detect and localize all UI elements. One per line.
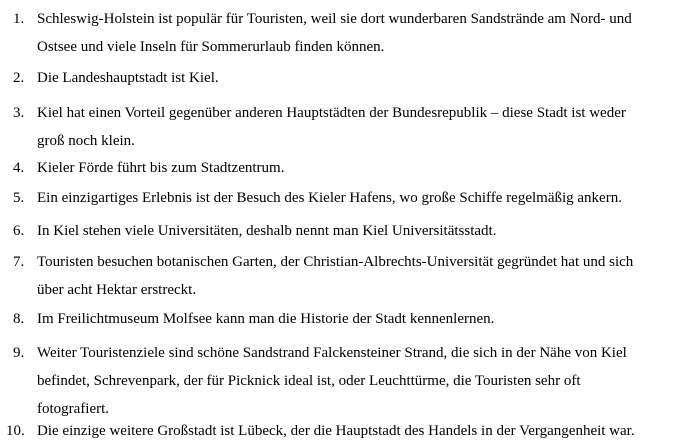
text-line: fotografiert. <box>37 401 110 417</box>
text-line: Kieler Förde führt bis zum Stadtzentrum. <box>37 160 285 176</box>
list-item-text <box>37 101 679 153</box>
text-line: Ein einzigartiges Erlebnis ist der Besuch des Kieler Hafens, wo große Schiffe regelmäßig ankern. <box>37 190 622 206</box>
list-item-number: 9. <box>13 345 25 361</box>
text-line: In Kiel stehen viele Universitäten, deshalb nennt man Kiel Universitätsstadt. <box>37 223 497 239</box>
list-item-number: 2. <box>13 70 25 86</box>
list-item-number: 5. <box>13 190 25 206</box>
list-item-number: 4. <box>13 160 25 176</box>
list-item-number: 1. <box>13 11 25 27</box>
list-item-number: 6. <box>13 223 25 239</box>
text-line: Schleswig-Holstein ist populär für Touristen, weil sie dort wunderbaren Sandstrände am Nord- und <box>37 11 632 27</box>
list-item-number: 7. <box>13 254 25 270</box>
list-item-number: 3. <box>13 105 25 121</box>
list-item-text <box>37 341 679 421</box>
list-item-text <box>37 7 679 59</box>
text-line: Ostsee und viele Inseln für Sommerurlaub finden können. <box>37 39 385 55</box>
text-line: Touristen besuchen botanischen Garten, der Christian-Albrechts-Universität gegründet hat und sich <box>37 254 634 270</box>
text-line: Die einzige weitere Großstadt ist Lübeck, der die Hauptstadt des Handels in der Vergangenheit war. <box>37 423 635 439</box>
list-item-number: 10. <box>6 423 25 439</box>
list-item-number: 8. <box>13 311 25 327</box>
list-item-text <box>37 156 679 180</box>
text-line: Die Landeshauptstadt ist Kiel. <box>37 70 219 86</box>
text-line: Kiel hat einen Vorteil gegenüber anderen Hauptstädten der Bundesrepublik – diese Stadt ist weder <box>37 105 626 121</box>
text-line: groß noch klein. <box>37 133 135 149</box>
list-item-text <box>37 307 679 331</box>
text-line: Weiter Touristenziele sind schöne Sandstrand Falckensteiner Strand, die sich in der Nähe von Kiel <box>37 345 627 361</box>
text-line: befindet, Schrevenpark, der für Picknick ideal ist, oder Leuchttürme, die Touristen sehr oft <box>37 373 581 389</box>
list-item-text <box>37 250 679 302</box>
list-item-text <box>37 219 679 243</box>
text-line: über acht Hektar erstreckt. <box>37 282 197 298</box>
list-item-text <box>37 66 679 90</box>
list-item-text <box>37 419 679 443</box>
text-line: Im Freilichtmuseum Molfsee kann man die Historie der Stadt kennenlernen. <box>37 311 495 327</box>
list-item-text <box>37 186 679 210</box>
